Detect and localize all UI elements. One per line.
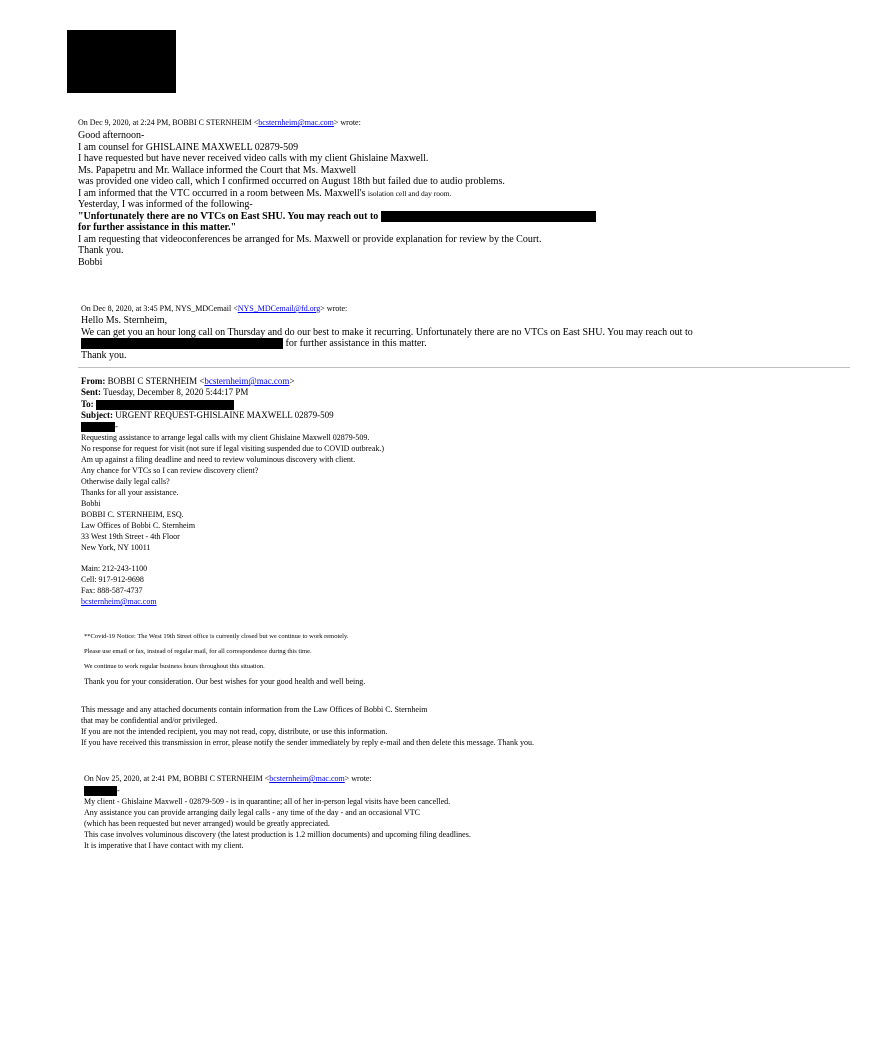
email3-from-email-link[interactable]: bcsternheim@mac.com	[204, 376, 290, 386]
email1-quote-line2: for further assistance in this matter."	[78, 222, 237, 233]
email3-from: From: BOBBI C STERNHEIM <bcsternheim@mac.com>	[81, 376, 295, 386]
email3-body-line: Requesting assistance to arrange legal calls with my client Ghislaine Maxwell 02879-509.	[81, 433, 370, 442]
covid-notice-1: **Covid-19 Notice: The West 19th Street office is currently closed but we continue to work remotely.	[84, 633, 349, 640]
email3-body-line: Any chance for VTCs so I can review discovery client?	[81, 466, 259, 475]
redaction-bar	[81, 338, 283, 349]
email1-header: On Dec 9, 2020, at 2:24 PM, BOBBI C STERNHEIM <bcsternheim@mac.com> wrote:	[78, 118, 361, 127]
disclaimer-line: If you are not the intended recipient, you may not read, copy, distribute, or use this information.	[81, 727, 388, 736]
consideration-line: Thank you for your consideration. Our best wishes for your good health and well being.	[84, 677, 366, 686]
email3-signature-line: 33 West 19th Street - 4th Floor	[81, 532, 180, 541]
covid-notice-2: Please use email or fax, instead of regular mail, for all correspondence during this time.	[84, 648, 312, 655]
email4-line: Any assistance you can provide arranging daily legal calls - any time of the day - and an occasional VTC	[84, 808, 420, 818]
email1-line: was provided one video call, which I confirmed occurred on August 18th but failed due to audio problems.	[78, 176, 505, 187]
email1-closing: I am requesting that videoconferences be arranged for Ms. Maxwell or provide explanation for review by the Court.	[78, 233, 542, 245]
contact-email-link[interactable]: bcsternheim@mac.com	[81, 597, 157, 606]
email4-line: It is imperative that I have contact with my client.	[84, 841, 244, 851]
email3-sent: Sent: Tuesday, December 8, 2020 5:44:17 PM	[81, 387, 249, 398]
redaction-bar	[96, 400, 234, 410]
email1-closing: Bobbi	[78, 256, 103, 268]
email4-body	[84, 785, 471, 851]
disclaimer	[81, 704, 534, 748]
email3-body	[81, 432, 384, 553]
email2-body-line2: for further assistance in this matter.	[81, 338, 693, 350]
disclaimer-line: that may be confidential and/or privileged.	[81, 716, 218, 725]
redaction-block-top	[67, 30, 176, 93]
disclaimer-line: This message and any attached documents contain information from the Law Offices of Bobbi C. Sternheim	[81, 705, 428, 714]
contact-cell: Cell: 917-912-9698	[81, 575, 144, 584]
email3-body-line: Am up against a filing deadline and need to review voluminous discovery with client.	[81, 455, 356, 464]
email2-header: On Dec 8, 2020, at 3:45 PM, NYS_MDCemail <NYS_MDCemail@fd.org> wrote:	[81, 304, 348, 313]
email1-body	[78, 130, 596, 268]
email1-line: Ms. Papapetru and Mr. Wallace informed the Court that Ms. Maxwell	[78, 164, 357, 176]
email4-line: (which has been requested but never arranged) would be greatly appreciated.	[84, 819, 330, 829]
email1-quote-line1: "Unfortunately there are no VTCs on East SHU. You may reach out to	[78, 211, 596, 223]
email3-salutation: -	[81, 421, 334, 432]
email3-body-line: Otherwise daily legal calls?	[81, 477, 170, 486]
email3-signature-line: New York, NY 10011	[81, 543, 151, 552]
email2-thanks: Thank you.	[81, 349, 127, 361]
divider	[78, 367, 850, 368]
email3-body-line: No response for request for visit (not sure if legal visiting suspended due to COVID outbreak.)	[81, 444, 385, 453]
email4-header: On Nov 25, 2020, at 2:41 PM, BOBBI C STERNHEIM <bcsternheim@mac.com> wrote:	[84, 774, 372, 783]
email3-body-line: Bobbi	[81, 499, 101, 508]
email3-contact	[81, 563, 157, 607]
contact-main: Main: 212-243-1100	[81, 564, 148, 573]
email1-yesterday: Yesterday, I was informed of the following-	[78, 199, 253, 210]
email2-greeting: Hello Ms. Sternheim,	[81, 315, 168, 326]
email2-body	[81, 315, 693, 361]
email1-line: Good afternoon-	[78, 130, 145, 141]
email4-salutation: -	[84, 785, 471, 796]
email3-headers	[81, 376, 334, 432]
redaction-bar	[84, 786, 117, 796]
email3-signature-line: BOBBI C. STERNHEIM, ESQ.	[81, 510, 184, 519]
email2-header-email-link[interactable]: NYS_MDCemail@fd.org	[237, 304, 321, 313]
email4-header-email-link[interactable]: bcsternheim@mac.com	[269, 774, 345, 783]
email4-line: This case involves voluminous discovery (the latest production is 1.2 million documents) and upcoming filing deadlines.	[84, 830, 471, 840]
email2-body-line: We can get you an hour long call on Thursday and do our best to make it recurring. Unfortunately there are no VTCs on East SHU. You may reach out to	[81, 326, 693, 338]
email3-body-line: Thanks for all your assistance.	[81, 488, 179, 497]
email1-header-email-link[interactable]: bcsternheim@mac.com	[258, 118, 334, 127]
email3-subject: Subject: URGENT REQUEST-GHISLAINE MAXWELL 02879-509	[81, 409, 334, 420]
email1-closing: Thank you.	[78, 245, 124, 256]
redaction-bar	[81, 422, 115, 432]
contact-fax: Fax: 888-587-4737	[81, 586, 143, 595]
email4-line: My client - Ghislaine Maxwell - 02879-509 - is in quarantine; all of her in-person legal visits have been cancelled.	[84, 797, 451, 807]
email1-line: I am counsel for GHISLAINE MAXWELL 02879-509	[78, 141, 299, 153]
covid-notice-3: We continue to work regular business hours throughout this situation.	[84, 663, 265, 670]
email1-line: I have requested but have never received video calls with my client Ghislaine Maxwell.	[78, 153, 429, 164]
disclaimer-line: If you have received this transmission in error, please notify the sender immediately by reply e-mail and then delete this message. Thank you.	[81, 738, 534, 747]
email3-to: To:	[81, 399, 334, 410]
email3-signature-line: Law Offices of Bobbi C. Sternheim	[81, 521, 196, 530]
email1-vtc-line: I am informed that the VTC occurred in a room between Ms. Maxwell's isolation cell and day room.	[78, 187, 452, 199]
redaction-bar	[381, 211, 596, 222]
